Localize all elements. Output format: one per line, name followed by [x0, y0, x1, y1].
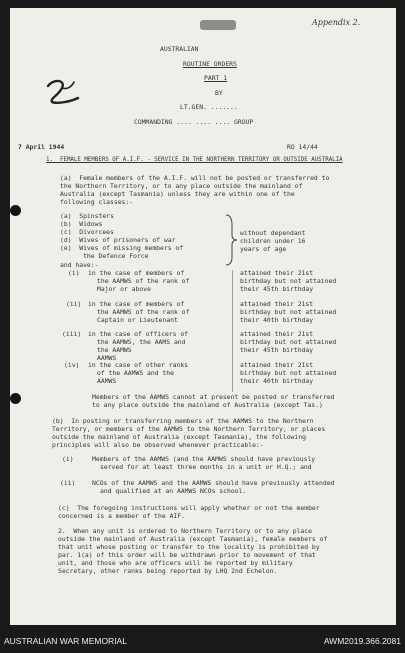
rank-right-line: attained their 21st	[240, 300, 314, 308]
header-line-5: LT.GEN. .......	[180, 103, 238, 111]
rank-left-line: in the case of members of	[88, 300, 185, 308]
para-b-line: Territory, or members of the AAMWS to the Northern Territory, or places	[52, 425, 326, 433]
class-item: (a) Spinsters	[60, 212, 114, 220]
para-b-line: principles will also be observed whenever practicable:-	[52, 441, 264, 449]
para-b-line: (b) In posting or transferring members of the AAMWS to the Northern	[52, 417, 314, 425]
principle-line: NCOs of the AAMWS and the AAMWS should have previously attended	[92, 479, 335, 487]
footer-bar	[0, 629, 405, 653]
para-a-line: Australia (except Tasmania) unless they are within one of the	[60, 190, 295, 198]
para-2-line: that unit whose posting or transfer to the locality is prohibited by	[58, 543, 320, 551]
scribble-mark	[44, 76, 84, 106]
para-b-line: outside the mainland of Australia (except Tasmania), the following	[52, 433, 306, 441]
rank-right-line: birthday but not attained	[240, 338, 337, 346]
rank-right-line: attained their 21st	[240, 361, 314, 369]
and-have: and have:-	[60, 261, 99, 269]
rank-left-line: the AAMWS	[97, 346, 132, 354]
principle-number: (ii)	[60, 479, 76, 487]
para-c-line: concerned is a member of the AIF.	[58, 512, 185, 520]
footer-accession: AWM2019.366.2081	[323, 636, 401, 646]
header-line-2: ROUTINE ORDERS	[183, 60, 237, 68]
classes-note-line: without dependant	[240, 229, 306, 237]
rank-left-line: the AAMWS of the rank of	[97, 277, 190, 285]
rank-left-line: in the case of officers of	[88, 330, 189, 338]
header-line-4: BY	[215, 89, 223, 97]
principle-item	[10, 480, 396, 498]
members-note-line: Members of the AAMWS cannot at present be posted or transferred	[92, 393, 335, 401]
class-item: (c) Divorcees	[60, 228, 114, 236]
rank-condition	[10, 301, 396, 331]
rank-right-line: their 40th birthday	[240, 377, 314, 385]
rank-right-line: birthday but not attained	[240, 277, 337, 285]
class-item: (e) Wives of missing members of	[60, 244, 184, 252]
principle-line: Members of the AAMWS (and the AAMWS should have previously	[92, 455, 316, 463]
class-item: (b) Widows	[60, 220, 103, 228]
rank-number: (iii)	[62, 330, 82, 338]
para-2-line: 2. When any unit is ordered to Northern Territory or to any place	[58, 527, 312, 535]
rank-number: (iv)	[64, 361, 80, 369]
smudge-mark	[200, 20, 236, 30]
class-item: (d) Wives of prisoners of war	[60, 236, 176, 244]
class-item: the Defence Force	[60, 252, 149, 260]
rank-left-line: AAMWS	[97, 377, 117, 385]
para-2-line: Secretary, other ranks being reported by LHQ 2nd Echelon.	[58, 567, 278, 575]
rank-number: (ii)	[66, 300, 82, 308]
rank-left-line: Captain or Lieutenant	[97, 316, 178, 324]
header-line-6: COMMANDING .... .... .... GROUP	[134, 118, 254, 126]
column-rule	[232, 270, 233, 392]
rank-right-line: attained their 21st	[240, 330, 314, 338]
rank-right-line: attained their 21st	[240, 269, 314, 277]
para-2-line: par. 1(a) of this order will be withdrawn prior to movement of that	[58, 551, 316, 559]
brace-mark	[224, 213, 238, 267]
rank-left-line: in the case of members of	[88, 269, 185, 277]
header-line-1: AUSTRALIAN	[160, 45, 199, 53]
appendix-note: Appendix 2.	[312, 18, 361, 27]
rank-right-line: birthday but not attained	[240, 308, 337, 316]
rank-condition	[10, 362, 396, 392]
para-2-line: unit, and those who are officers will be reported by military	[58, 559, 293, 567]
rank-left-line: of the AAMWS and the	[97, 369, 174, 377]
rank-number: (i)	[68, 269, 80, 277]
para-2-line: outside the mainland of Australia (except Tasmania), female members of	[58, 535, 328, 543]
rank-condition	[10, 270, 396, 300]
punch-hole	[10, 205, 21, 216]
rank-right-line: birthday but not attained	[240, 369, 337, 377]
para-a-line: the Northern Territory, or to any place outside the mainland of	[60, 182, 303, 190]
rank-left-line: in the case of other ranks	[88, 361, 189, 369]
punch-hole	[10, 393, 21, 404]
para-c-line: (c) The foregoing instructions will apply whether or not the member	[58, 504, 320, 512]
para-a-line: following classes:-	[60, 198, 134, 206]
rank-right-line: their 45th birthday	[240, 285, 314, 293]
para-a-line: (a) Female members of the A.I.F. will not be posted or transferred to	[60, 174, 330, 182]
order-ref: RO 14/44	[287, 143, 318, 151]
principle-line: and qualified at an AAMWS NCOs school.	[100, 487, 247, 495]
rank-left-line: the AAMWS of the rank of	[97, 308, 190, 316]
document-page	[10, 8, 396, 625]
header-line-3: PART 1	[204, 74, 228, 82]
principle-line: served for at least three months in a unit or H.Q.; and	[100, 463, 312, 471]
date: 7 April 1944	[18, 143, 65, 151]
classes-note-line: years of age	[240, 245, 287, 253]
rank-right-line: their 40th birthday	[240, 316, 314, 324]
principle-number: (i)	[62, 455, 74, 463]
section-1-title: 1. FEMALE MEMBERS OF A.I.F. - SERVICE IN THE NORTHERN TERRITORY OR OUTSIDE AUSTRALIA	[46, 157, 343, 163]
principle-item	[10, 456, 396, 474]
rank-right-line: their 45th birthday	[240, 346, 314, 354]
rank-left-line: AAMWS	[97, 354, 117, 362]
classes-note-line: children under 16	[240, 237, 306, 245]
rank-left-line: the AAMWS, the AAMS and	[97, 338, 186, 346]
footer-institution: AUSTRALIAN WAR MEMORIAL	[4, 636, 127, 646]
members-note-line: to any place outside the mainland of Australia (except Tas.)	[92, 401, 323, 409]
rank-left-line: Major or above	[97, 285, 151, 293]
